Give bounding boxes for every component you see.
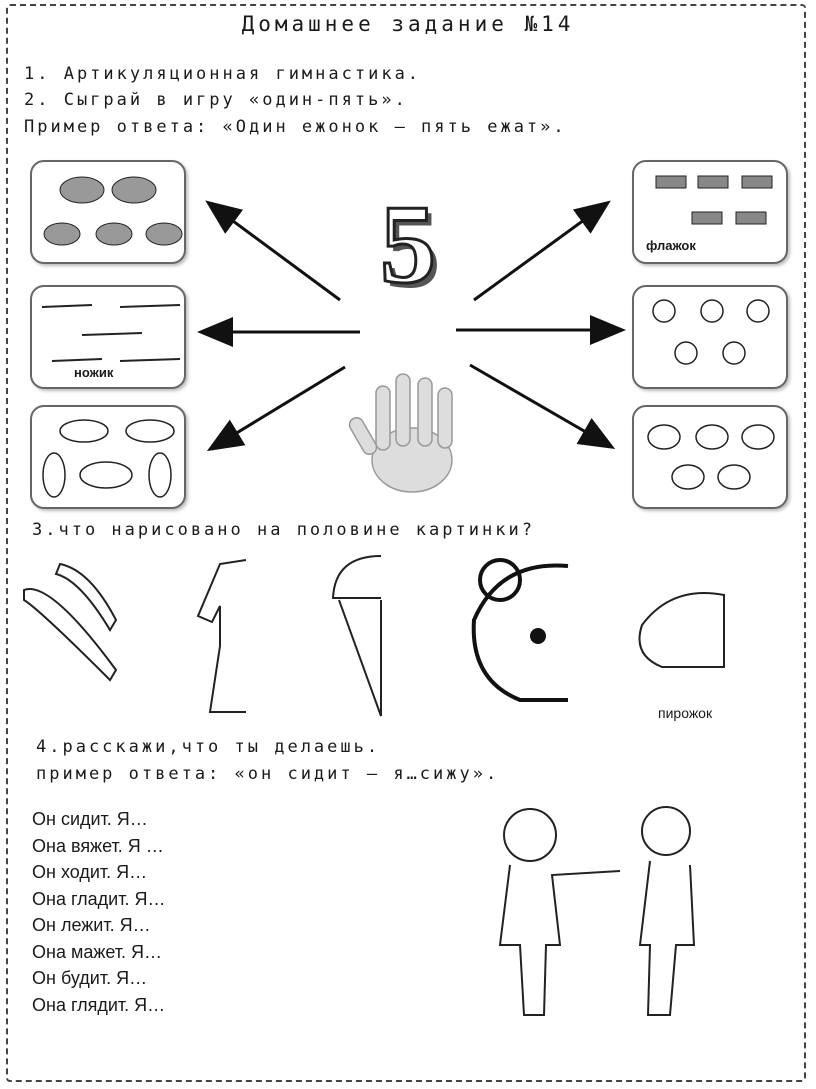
verb-item: Она мажет. Я…: [32, 941, 163, 962]
skis-illustration: [20, 560, 120, 690]
verb-item: Она глядит. Я…: [32, 994, 166, 1015]
bear-half-illustration: [460, 550, 570, 720]
verb-item: Он сидит. Я…: [32, 809, 148, 829]
verb-item: Она гладит. Я…: [32, 888, 166, 909]
task-1: 1. Артикуляционная гимнастика.: [24, 64, 422, 84]
verb-item: Он будит. Я…: [32, 968, 148, 988]
verb-item: Она вяжет. Я …: [32, 835, 164, 856]
task-2-example: Пример ответа: «Один ежонок – пять ежат».: [24, 117, 567, 137]
number-five: 5: [380, 183, 436, 307]
two-boys-illustration: [480, 795, 730, 1035]
pie-caption: пирожок: [658, 705, 713, 721]
flag-caption: флажок: [646, 238, 696, 253]
verb-item: Он лежит. Я…: [32, 915, 151, 935]
verb-item: Он ходит. Я…: [32, 862, 148, 882]
verb-list: [32, 806, 165, 1018]
page-title: Домашнее задание №14: [241, 12, 575, 36]
pajamas-illustration: [190, 556, 250, 716]
knife-caption: ножик: [74, 365, 114, 380]
hand-illustration: [350, 370, 490, 500]
task-2: 2. Сыграй в игру «один-пять».: [24, 90, 408, 110]
ice-cream-illustration: [325, 550, 385, 720]
task-4-example: пример ответа: «он сидит – я…сижу».: [36, 764, 500, 784]
task-3: 3.что нарисовано на половине картинки?: [32, 520, 535, 540]
task-4: 4.расскажи,что ты делаешь.: [36, 737, 381, 757]
pie-illustration: [632, 585, 727, 675]
